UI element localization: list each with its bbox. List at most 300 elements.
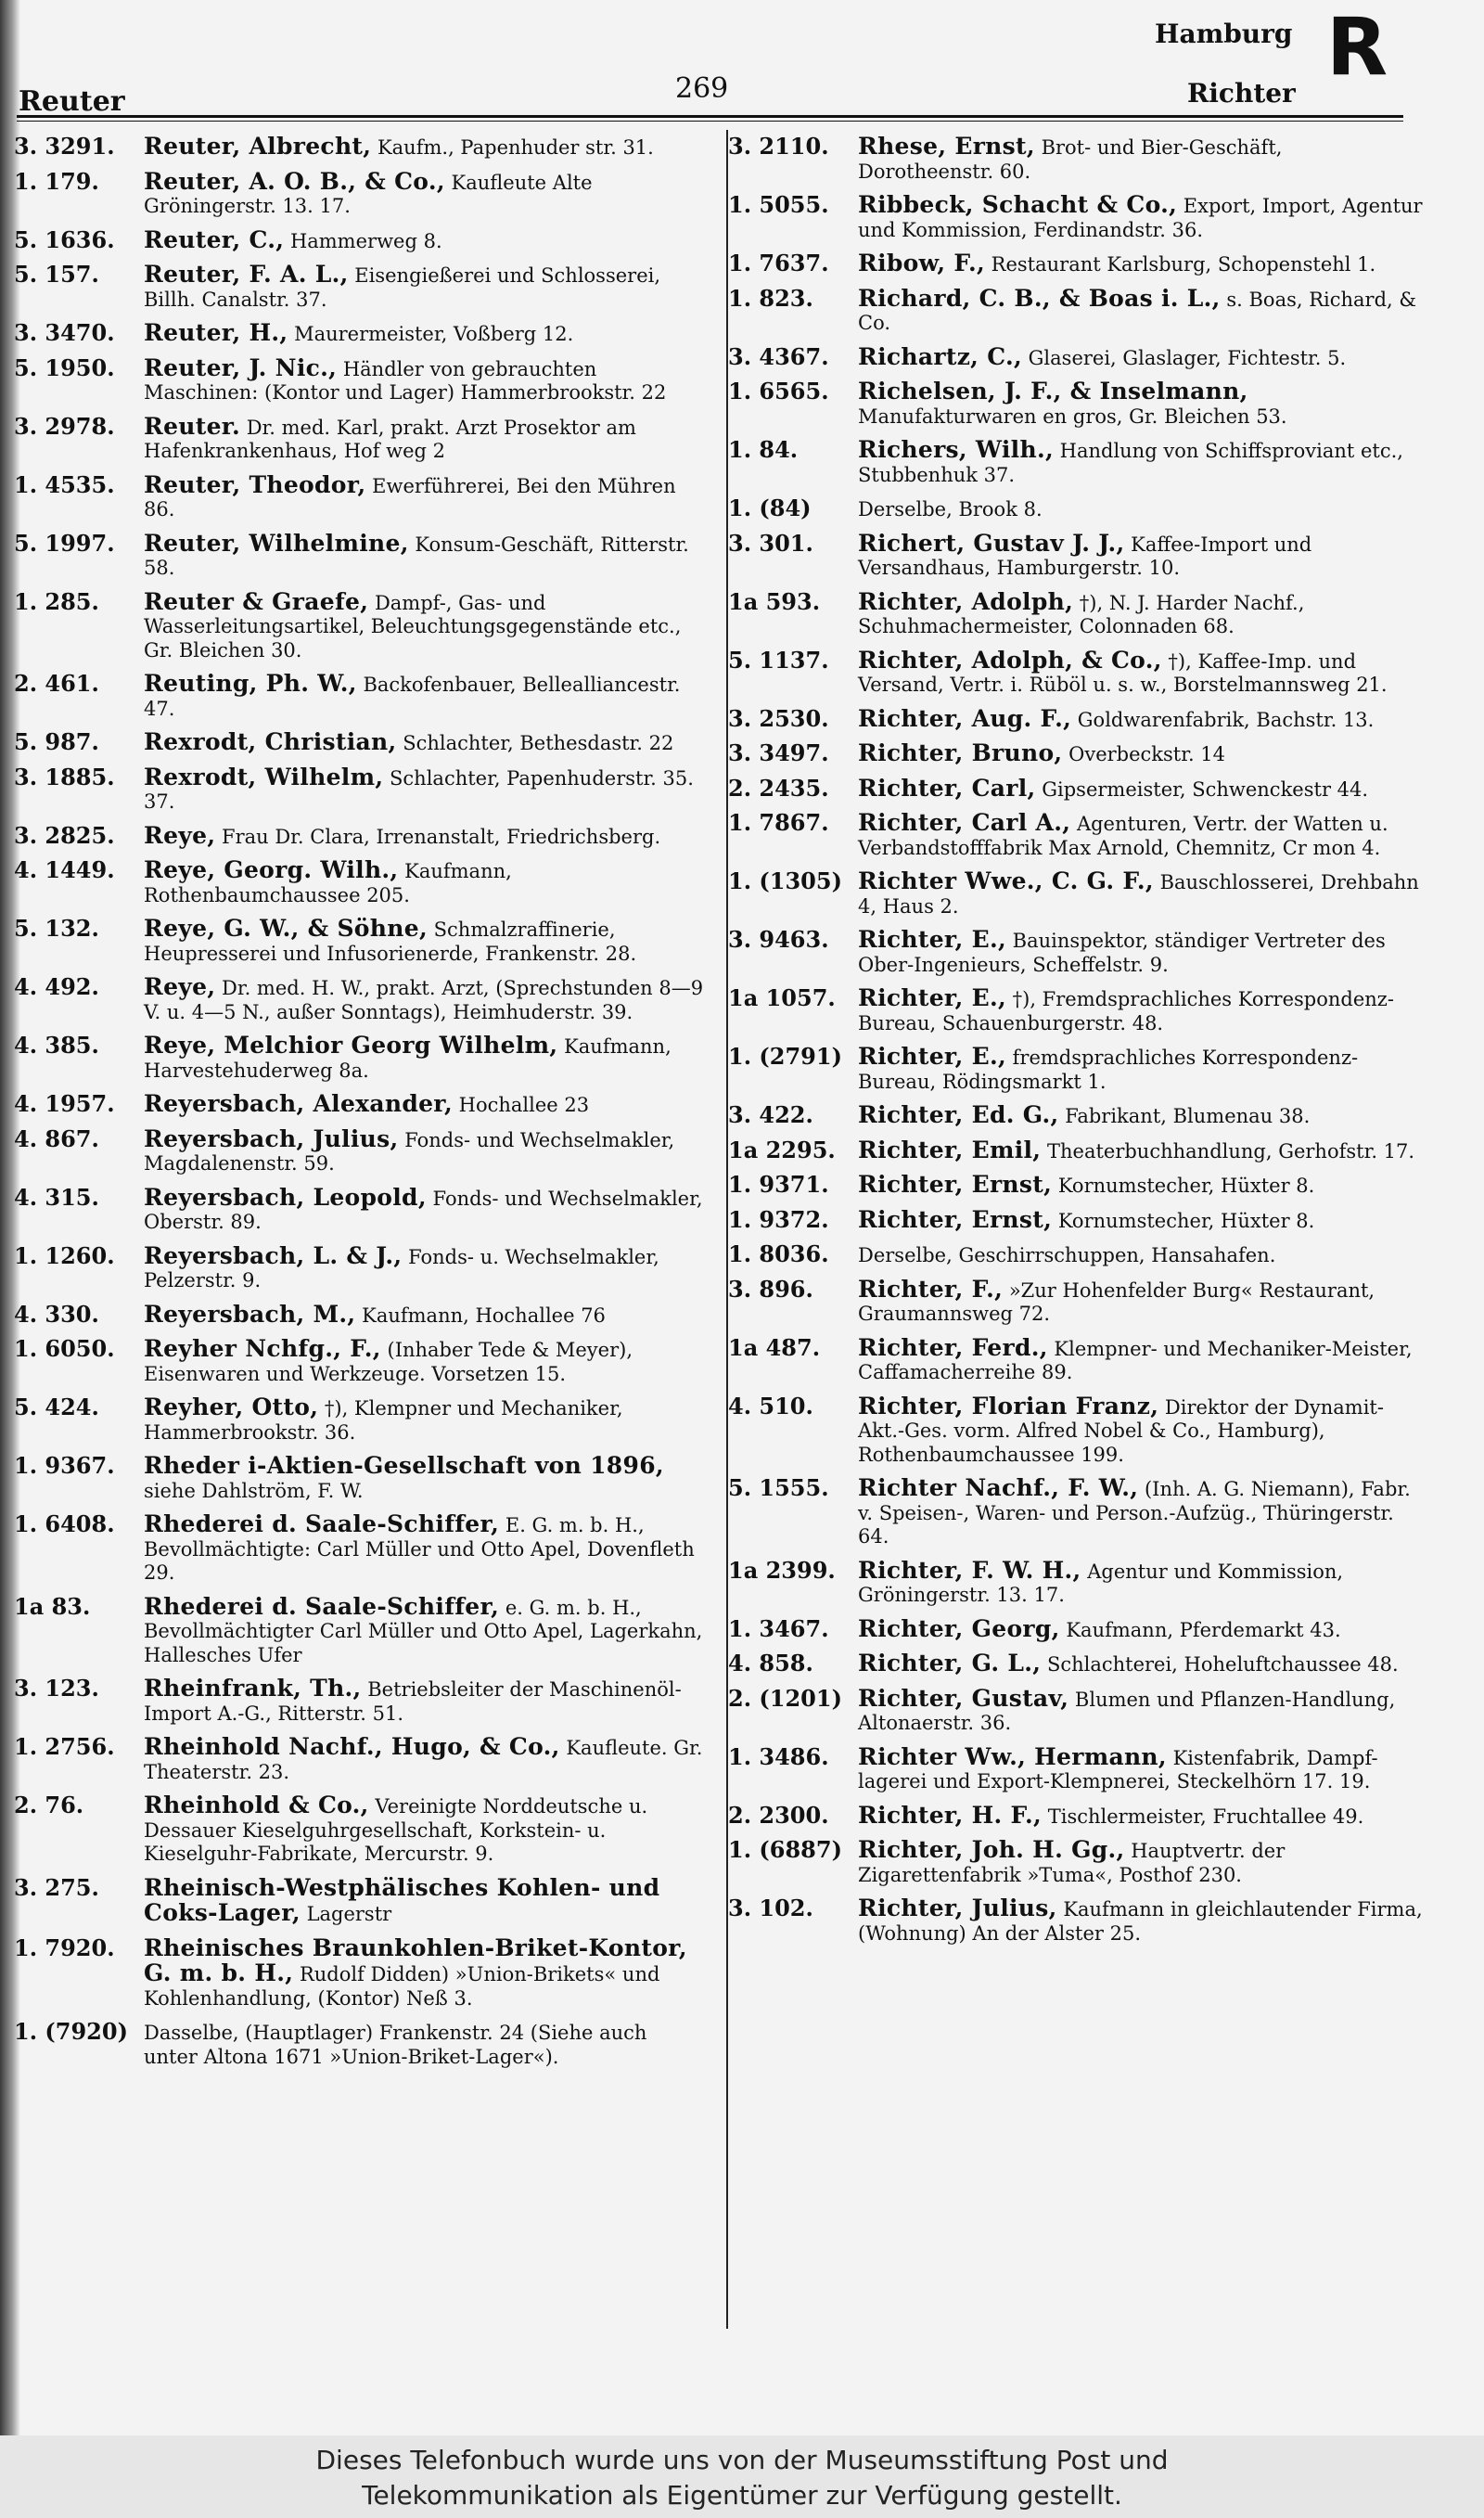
directory-entry	[14, 470, 705, 522]
entry-details: (Inh. A. G. Niemann), Fabr. v. Speisen-, Waren- und Person.-Aufzüg., Thüringerstr. 64.	[858, 1478, 1411, 1548]
entry-body	[858, 1684, 1424, 1736]
phone-number: 3. 2825.	[14, 821, 115, 849]
running-head-right: Richter	[1187, 78, 1296, 109]
directory-entry	[728, 1275, 1424, 1327]
directory-entry	[728, 1651, 1424, 1677]
phone-number: 1. (6887)	[728, 1836, 842, 1863]
header-rule-thin	[17, 121, 1403, 122]
left-column	[14, 135, 705, 2078]
directory-entry	[728, 284, 1424, 336]
subscriber-name: Richter, Emil,	[858, 1136, 1042, 1163]
subscriber-name: Reuter, C.,	[144, 225, 285, 253]
entry-details: Hammerweg 8.	[289, 229, 442, 252]
entry-details: Schmalzraffinerie, Heupresserei und Infusorienerde, Frankenstr. 28.	[144, 919, 637, 965]
subscriber-name: Richter, Georg,	[858, 1614, 1060, 1642]
entry-body	[144, 321, 705, 347]
entry-body	[858, 741, 1424, 767]
entry-details: Kaufmann in gleichlautender Firma, (Wohnung) An der Alster 25.	[858, 1898, 1423, 1945]
directory-entry	[728, 1742, 1424, 1794]
subscriber-name: Richter, F. W. H.,	[858, 1556, 1081, 1584]
entry-body	[858, 1394, 1424, 1468]
entry-body	[144, 1454, 705, 1503]
subscriber-name: Richter, Joh. H. Gg.,	[858, 1836, 1125, 1863]
phone-number: 3. 1885.	[14, 763, 115, 790]
entry-details: Betriebsleiter der Maschinenöl-Import A.-G., Ritterstr. 51.	[144, 1678, 682, 1725]
entry-details: Restaurant Karlsburg, Schopenstehl 1.	[991, 253, 1376, 276]
subscriber-name: Richter, Ed. G.,	[858, 1101, 1059, 1128]
phone-number: 1. 179.	[14, 167, 99, 195]
phone-number: 1. 9372.	[728, 1205, 829, 1233]
phone-number: 3. 123.	[14, 1675, 99, 1702]
directory-entry	[14, 1337, 705, 1386]
entry-details: Dr. med. Karl, prakt. Arzt Prosektor am Hafenkrankenhaus, Hof weg 2	[144, 416, 636, 462]
subscriber-name: Richter, Gustav,	[858, 1684, 1069, 1712]
subscriber-name: Ribbeck, Schacht & Co.,	[858, 191, 1178, 218]
entry-details: Manufakturwaren en gros, Gr. Bleichen 53.	[858, 405, 1287, 428]
entry-details: †), Fremdsprachliches Korrespondenz-Bureau, Schauenburgerstr. 48.	[858, 988, 1394, 1034]
entry-body	[858, 646, 1424, 698]
entry-body	[144, 587, 705, 663]
entry-body	[858, 1103, 1424, 1129]
entry-details: Bauschlosserei, Drehbahn 4, Haus 2.	[858, 871, 1419, 918]
directory-entry	[14, 1183, 705, 1235]
subscriber-name: Richter Nachf., F. W.,	[858, 1474, 1139, 1501]
subscriber-name: Richter, Julius,	[858, 1895, 1057, 1921]
entry-body	[144, 1512, 705, 1586]
entry-details: Konsum-Geschäft, Ritterstr. 58.	[144, 533, 689, 579]
subscriber-name: Richter Ww., Hermann,	[858, 1742, 1167, 1770]
entry-body	[858, 986, 1424, 1035]
subscriber-name: Richter, Adolph,	[858, 587, 1074, 615]
subscriber-name: Rexrodt, Christian,	[144, 728, 397, 755]
entry-details: Kaufmann, Harvestehuderweg 8a.	[144, 1035, 672, 1082]
directory-entry	[728, 869, 1424, 919]
subscriber-name: Reye, Georg. Wilh.,	[144, 856, 399, 883]
phone-number: 4. 867.	[14, 1124, 99, 1152]
phone-number: 2. 76.	[14, 1792, 84, 1818]
entry-body	[858, 1614, 1424, 1643]
entry-details: Händler von gebrauchten Maschinen: (Kontor und Lager) Hammerbrookstr. 22	[144, 357, 667, 404]
entry-details: Theaterbuchhandlung, Gerhofstr. 17.	[1046, 1139, 1415, 1163]
running-head-left: Reuter	[19, 85, 125, 118]
subscriber-name: Reuter, Wilhelmine,	[144, 529, 409, 557]
subscriber-name: Richter, Carl,	[858, 774, 1036, 802]
entry-body	[144, 1241, 705, 1293]
entry-body	[858, 251, 1424, 277]
entry-details: siehe Dahlström, F. W.	[144, 1479, 364, 1502]
phone-number: 5. 132.	[14, 915, 99, 942]
entry-details: Overbeckstr. 14	[1068, 743, 1226, 765]
entry-body	[144, 1793, 705, 1867]
entry-details: Dampf-, Gas- und Wasserleitungsartikel, Beleuchtungsgegenstände etc., Gr. Bleichen 30.	[144, 591, 682, 662]
directory-entry	[728, 1614, 1424, 1643]
copyright-footer	[0, 2435, 1484, 2518]
entry-body	[858, 496, 1424, 522]
subscriber-name: Reye, G. W., & Söhne,	[144, 915, 428, 942]
entry-body	[144, 1677, 705, 1726]
subscriber-name: Richter, F.,	[858, 1275, 1004, 1303]
phone-number: 1. 5055.	[728, 191, 829, 218]
entry-details: e. G. m. b. H., Bevollmächtigter Carl Müller und Otto Apel, Lagerkahn, Hallesches Ufer	[144, 1596, 703, 1666]
subscriber-name: Rheinisches Braunkohlen-Briket-Kontor, G. m. b. H.,	[144, 1933, 687, 1986]
directory-entry	[14, 412, 705, 464]
entry-details: Backofenbauer, Bellealliancestr. 47.	[144, 674, 681, 720]
entry-details: Vereinigte Norddeutsche u. Dessauer Kieselguhrgesellschaft, Korkstein- u. Kieselguhr-Fabrikate, Mercurstr. 9.	[144, 1795, 648, 1865]
footer-line-1: Dieses Telefonbuch wurde uns von der Museumsstiftung Post und	[315, 2445, 1169, 2475]
entry-details: Kaufmann, Hochallee 76	[362, 1304, 606, 1327]
subscriber-name: Rexrodt, Wilhelm,	[144, 763, 384, 790]
entry-body	[144, 470, 705, 522]
entry-body	[144, 1592, 705, 1668]
phone-number: 5. 424.	[14, 1394, 99, 1420]
subscriber-name: Reuter, J. Nic.,	[144, 353, 338, 381]
entry-body	[144, 263, 705, 312]
subscriber-name: Richter, Aug. F.,	[858, 704, 1072, 732]
entry-body	[144, 1933, 705, 2011]
entry-body	[858, 1896, 1424, 1946]
entry-details: Dr. med. H. W., prakt. Arzt, (Sprechstunden 8—9 V. u. 4—5 N., außer Sonntags), Heimhuderstr. 39.	[144, 977, 704, 1023]
entry-body	[858, 1045, 1424, 1094]
entry-details: †), Kaffee-Imp. und Versand, Vertr. i. Rüböl u. s. w., Borstelmannsweg 21.	[858, 649, 1388, 696]
running-head-city: Hamburg	[1155, 19, 1293, 49]
directory-entry	[14, 1034, 705, 1083]
entry-body	[144, 765, 705, 815]
entry-body	[858, 135, 1424, 184]
entry-body	[144, 2020, 705, 2069]
entry-details: Agentur und Kommission, Gröningerstr. 13. 17.	[858, 1560, 1344, 1606]
directory-entry	[728, 529, 1424, 581]
subscriber-name: Rheinfrank, Th.,	[144, 1675, 362, 1702]
entry-details: Maurermeister, Voßberg 12.	[294, 323, 574, 345]
phone-number: 5. 1137.	[728, 646, 829, 674]
subscriber-name: Rheinhold Nachf., Hugo, & Co.,	[144, 1733, 560, 1760]
directory-entry	[728, 774, 1424, 803]
directory-entry	[728, 1556, 1424, 1608]
phone-number: 1. 9371.	[728, 1171, 829, 1198]
directory-entry	[728, 1684, 1424, 1736]
entry-details: Kaufmann, Pferdemarkt 43.	[1066, 1618, 1341, 1641]
subscriber-name: Reuter, Albrecht,	[144, 133, 372, 160]
phone-number: 4. 1449.	[14, 856, 115, 883]
entry-body	[858, 587, 1424, 639]
entry-body	[144, 1300, 705, 1329]
directory-entry	[14, 587, 705, 663]
subscriber-name: Richter, G. L.,	[858, 1650, 1042, 1677]
entry-body	[858, 529, 1424, 581]
subscriber-name: Reyher Nchfg., F.,	[144, 1335, 381, 1362]
directory-entry	[728, 1801, 1424, 1830]
entry-details: Kaffee-Import und Versandhaus, Hamburgerstr. 10.	[858, 533, 1312, 579]
entry-details: Rudolf Didden) »Union-Brikets« und Kohlenhandlung, (Kontor) Neß 3.	[144, 1963, 660, 2010]
directory-entry	[728, 928, 1424, 977]
phone-number: 1. 3486.	[728, 1742, 829, 1770]
phone-number: 1. 6565.	[728, 378, 829, 405]
entry-body	[144, 1124, 705, 1176]
entry-details: Fonds- und Wechselmakler, Magdalenenstr. 59.	[144, 1128, 675, 1175]
phone-number: 2. 461.	[14, 670, 99, 697]
phone-number: 4. 315.	[14, 1183, 99, 1211]
directory-entry	[728, 986, 1424, 1035]
subscriber-name: Richter, E.,	[858, 1043, 1006, 1070]
directory-entry	[14, 1592, 705, 1668]
directory-entry	[14, 167, 705, 219]
entry-details: †), N. J. Harder Nachf., Schuhmachermeister, Colonnaden 68.	[858, 591, 1305, 637]
entry-body	[858, 1838, 1424, 1887]
phone-number: 1a 1057.	[728, 984, 836, 1011]
entry-details: Fonds- und Wechselmakler, Oberstr. 89.	[144, 1187, 703, 1233]
entry-details: Frau Dr. Clara, Irrenanstalt, Friedrichsberg.	[222, 825, 661, 848]
phone-number: 2. (1201)	[728, 1684, 842, 1712]
phone-number: 3. 3497.	[728, 739, 829, 766]
entry-details: Direktor der Dynamit-Akt.-Ges. vorm. Alfred Nobel & Co., Hamburg), Rothenbaumchaussee 199.	[858, 1395, 1384, 1466]
subscriber-name: Reyersbach, Leopold,	[144, 1183, 427, 1211]
directory-entry	[728, 438, 1424, 487]
directory-entry	[14, 1300, 705, 1329]
entry-details: Derselbe, Geschirrschuppen, Hansahafen.	[858, 1244, 1276, 1266]
directory-entry	[14, 1124, 705, 1176]
phone-number: 5. 1555.	[728, 1474, 829, 1501]
entry-body	[858, 1173, 1424, 1199]
phone-number: 1. 2756.	[14, 1733, 115, 1760]
subscriber-name: Rheinisch-Westphälisches Kohlen- und Coks-Lager,	[144, 1873, 660, 1926]
phone-number: 1. 7867.	[728, 809, 829, 836]
entry-body	[144, 975, 705, 1024]
directory-entry	[14, 1241, 705, 1293]
phone-number: 5. 1950.	[14, 353, 115, 381]
entry-body	[858, 1138, 1424, 1164]
subscriber-name: Rheinhold & Co.,	[144, 1792, 369, 1818]
phone-number: 1. 9367.	[14, 1452, 115, 1479]
phone-number: 4. 330.	[14, 1300, 99, 1328]
directory-entry	[728, 1045, 1424, 1094]
subscriber-name: Rhederei d. Saale-Schiffer,	[144, 1510, 500, 1537]
subscriber-name: Reuter, A. O. B., & Co.,	[144, 167, 445, 195]
phone-number: 3. 275.	[14, 1873, 99, 1901]
phone-number: 1. 4535.	[14, 470, 115, 498]
subscriber-name: Richter, Adolph, & Co.,	[858, 646, 1162, 674]
directory-entry	[728, 1173, 1424, 1199]
entry-body	[144, 917, 705, 966]
entry-body	[144, 135, 705, 161]
directory-entry	[728, 741, 1424, 767]
entry-details: Fonds- u. Wechselmakler, Pelzerstr. 9.	[144, 1245, 659, 1291]
entry-details: Kistenfabrik, Dampf-lagerei und Export-Klempnerei, Steckelhörn 17. 19.	[858, 1746, 1378, 1792]
phone-number: 1. 7920.	[14, 1933, 115, 1961]
subscriber-name: Reye,	[144, 821, 216, 849]
directory-entry	[14, 730, 705, 756]
subscriber-name: Reyher, Otto,	[144, 1394, 319, 1420]
phone-number: 1. 3467.	[728, 1614, 829, 1642]
entry-body	[144, 529, 705, 581]
entry-details: Hochallee 23	[458, 1094, 590, 1116]
entry-body	[144, 858, 705, 907]
directory-entry	[728, 135, 1424, 184]
subscriber-name: Reuter, F. A. L.,	[144, 261, 349, 288]
entry-body	[858, 379, 1424, 429]
phone-number: 1a 487.	[728, 1333, 821, 1361]
entry-body	[144, 1183, 705, 1235]
entry-details: Kornumstecher, Hüxter 8.	[1057, 1175, 1315, 1197]
directory-entry	[14, 917, 705, 966]
entry-body	[858, 284, 1424, 336]
entry-details: Hauptvertr. der Zigarettenfabrik »Tuma«, Posthof 230.	[858, 1840, 1286, 1886]
entry-details: Agenturen, Vertr. der Watten u. Verbandstofffabrik Max Arnold, Chemnitz, Cr mon 4.	[858, 813, 1388, 859]
directory-entry	[728, 1103, 1424, 1129]
phone-number: 3. 2530.	[728, 704, 829, 732]
entry-body	[144, 1395, 705, 1445]
subscriber-name: Richter, Florian Franz,	[858, 1392, 1159, 1420]
entry-body	[858, 1205, 1424, 1234]
entry-details: Fabrikant, Blumenau 38.	[1065, 1105, 1311, 1127]
entry-details: Kaufleute Alte Gröningerstr. 13. 17.	[144, 171, 593, 217]
directory-entry	[14, 1933, 705, 2011]
directory-entry	[728, 1394, 1424, 1468]
subscriber-name: Richter, H. F.,	[858, 1801, 1043, 1829]
phone-number: 1. 7637.	[728, 250, 829, 276]
phone-number: 4. 492.	[14, 973, 99, 1000]
directory-entry	[728, 193, 1424, 242]
subscriber-name: Richter, Bruno,	[858, 739, 1063, 766]
phone-number: 4. 1957.	[14, 1090, 115, 1117]
entry-details: Goldwarenfabrik, Bachstr. 13.	[1077, 708, 1375, 731]
subscriber-name: Reyersbach, M.,	[144, 1300, 356, 1328]
subscriber-name: Richelsen, J. F., & Inselmann,	[858, 378, 1248, 405]
subscriber-name: Reye, Melchior Georg Wilhelm,	[144, 1032, 558, 1059]
section-letter: R	[1326, 1, 1388, 94]
phone-number: 1a 83.	[14, 1592, 91, 1620]
entry-body	[144, 1034, 705, 1083]
entry-body	[858, 1556, 1424, 1608]
directory-entry	[728, 704, 1424, 733]
entry-body	[858, 1275, 1424, 1327]
directory-entry	[14, 1793, 705, 1867]
entry-details: Bauinspektor, ständiger Vertreter des Ober-Ingenieurs, Scheffelstr. 9.	[858, 930, 1386, 976]
subscriber-name: Ribow, F.,	[858, 250, 985, 276]
phone-number: 4. 510.	[728, 1392, 813, 1420]
entry-body	[858, 193, 1424, 242]
directory-entry	[14, 529, 705, 581]
phone-number: 4. 858.	[728, 1650, 813, 1677]
subscriber-name: Reyersbach, Alexander,	[144, 1090, 453, 1117]
entry-details: E. G. m. b. H., Bevollmächtigte: Carl Müller und Otto Apel, Dovenfleth 29.	[144, 1514, 695, 1584]
phone-number: 1. 285.	[14, 587, 99, 615]
phone-number: 2. 2300.	[728, 1801, 829, 1829]
subscriber-name: Richter Wwe., C. G. F.,	[858, 867, 1154, 894]
phone-number: 1a 2295.	[728, 1136, 836, 1163]
entry-details: s. Boas, Richard, & Co.	[858, 288, 1417, 334]
phone-number: 1. 823.	[728, 284, 813, 312]
phone-number: 1. 6050.	[14, 1335, 115, 1362]
phone-number: 1. 84.	[728, 436, 799, 463]
subscriber-name: Rhese, Ernst,	[858, 133, 1035, 160]
entry-details: Export, Import, Agentur und Kommission, Ferdinandstr. 36.	[858, 195, 1423, 241]
phone-number: 3. 3291.	[14, 133, 115, 160]
entry-body	[858, 774, 1424, 803]
phone-number: 3. 301.	[728, 529, 813, 557]
entry-body	[858, 1476, 1424, 1549]
right-column	[728, 135, 1424, 1955]
subscriber-name: Reuter, Theodor,	[144, 470, 366, 498]
subscriber-name: Richartz, C.,	[858, 342, 1022, 370]
subscriber-name: Reyersbach, L. & J.,	[144, 1241, 403, 1269]
entry-body	[144, 1092, 705, 1118]
directory-entry	[728, 1838, 1424, 1887]
entry-body	[144, 412, 705, 464]
phone-number: 3. 4367.	[728, 342, 829, 370]
phone-number: 1. (84)	[728, 495, 812, 521]
directory-entry	[14, 1512, 705, 1586]
phone-number: 1. 6408.	[14, 1510, 115, 1537]
entry-body	[144, 821, 705, 850]
entry-body	[144, 730, 705, 756]
entry-body	[144, 1873, 705, 1927]
entry-body	[858, 1242, 1424, 1268]
phone-number: 1a 593.	[728, 587, 821, 615]
phone-number: 3. 9463.	[728, 926, 829, 953]
footer-line-2: Telekommunikation als Eigentümer zur Verfügung gestellt.	[362, 2480, 1122, 2511]
phone-number: 1a 2399.	[728, 1556, 836, 1584]
entry-details: Kaufm., Papenhuder str. 31.	[377, 136, 654, 159]
phone-number: 1. 8036.	[728, 1240, 829, 1267]
subscriber-name: Richter, Ferd.,	[858, 1333, 1048, 1361]
phone-number: 3. 2110.	[728, 133, 829, 160]
phone-number: 3. 2978.	[14, 412, 115, 440]
entry-details: Tischlermeister, Fruchtallee 49.	[1047, 1805, 1364, 1828]
directory-entry	[728, 342, 1424, 371]
header-rule	[17, 115, 1403, 118]
subscriber-name: Richard, C. B., & Boas i. L.,	[858, 284, 1221, 312]
directory-entry	[728, 379, 1424, 429]
entry-body	[858, 1742, 1424, 1794]
entry-details: Kaufmann, Rothenbaumchaussee 205.	[144, 860, 512, 906]
entry-details: Glaserei, Glaslager, Fichtestr. 5.	[1028, 346, 1347, 369]
subscriber-name: Reuter.	[144, 412, 240, 440]
phone-number: 3. 3470.	[14, 319, 115, 346]
entry-body	[144, 672, 705, 721]
phone-number: 4. 385.	[14, 1032, 99, 1059]
entry-body	[858, 704, 1424, 733]
directory-entry	[14, 321, 705, 347]
entry-body	[858, 1651, 1424, 1677]
entry-details: Dasselbe, (Hauptlager) Frankenstr. 24 (Siehe auch unter Altona 1671 »Union-Briket-Lager«).	[144, 2022, 647, 2068]
directory-entry	[14, 225, 705, 254]
entry-body	[144, 167, 705, 219]
entry-details: Schlachter, Papenhuderstr. 35. 37.	[144, 766, 694, 813]
entry-body	[144, 1735, 705, 1784]
entry-details: Lagerstr	[306, 1903, 392, 1925]
directory-entry	[14, 672, 705, 721]
directory-entry	[14, 1454, 705, 1503]
entry-details: Klempner- und Mechaniker-Meister, Caffamacherreihe 89.	[858, 1337, 1413, 1383]
directory-entry	[14, 821, 705, 850]
entry-body	[144, 1337, 705, 1386]
entry-body	[858, 869, 1424, 919]
directory-entry	[14, 765, 705, 815]
subscriber-name: Reyersbach, Julius,	[144, 1124, 399, 1152]
page-number: 269	[675, 72, 729, 105]
directory-entry	[14, 1735, 705, 1784]
entry-details: Handlung von Schiffsproviant etc., Stubbenhuk 37.	[858, 440, 1403, 486]
directory-entry	[728, 1205, 1424, 1234]
entry-details: Ewerführerei, Bei den Mühren 86.	[144, 474, 676, 520]
subscriber-name: Reye,	[144, 973, 216, 1000]
subscriber-name: Reuter & Graefe,	[144, 587, 369, 615]
entry-details: Brot- und Bier-Geschäft, Dorotheenstr. 60.	[858, 136, 1283, 183]
entry-details: †), Klempner und Mechaniker, Hammerbrookstr. 36.	[144, 1397, 623, 1444]
subscriber-name: Richers, Wilh.,	[858, 436, 1054, 463]
phone-number: 5. 157.	[14, 261, 99, 288]
directory-entry	[14, 975, 705, 1024]
